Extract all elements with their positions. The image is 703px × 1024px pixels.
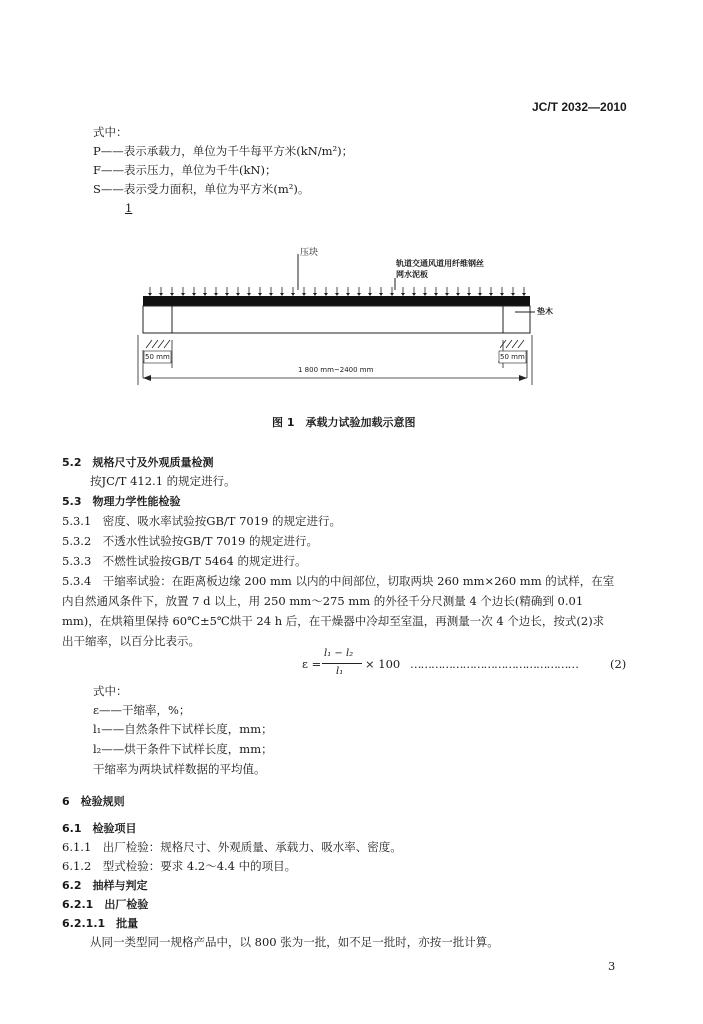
formula1-def-f: F——表示压力，单位为千牛(kN)； (93, 163, 277, 177)
support-hatch-right (500, 340, 524, 348)
load-arrow-head (522, 293, 526, 296)
load-arrow-head (170, 293, 174, 296)
load-arrow-head (500, 293, 504, 296)
load-arrow-head (159, 293, 163, 296)
load-arrow-head (291, 293, 295, 296)
section-5-3-4-line2: 内自然通风条件下，放置 7 d 以上，用 250 mm～275 mm 的外径千分尺测量 4 个边长(精确到 0.01 (62, 594, 584, 608)
formula1-def-p: P——表示承载力，单位为千牛每平方米(kN/m²)； (93, 144, 354, 158)
load-arrow-head (247, 293, 251, 296)
dim-right: 50 mm (500, 353, 525, 361)
section-5-3-4-line1: 5.3.4 干缩率试验：在距离板边缘 200 mm 以内的中间部位，切取两块 260 mm×260 mm 的试样，在室 (62, 574, 615, 588)
load-arrow-head (203, 293, 207, 296)
section-5-3-3: 5.3.3 不燃性试验按GB/T 5464 的规定进行。 (62, 554, 307, 568)
load-arrow-head (423, 293, 427, 296)
load-arrow-head (214, 293, 218, 296)
formula2-leader: ………………………………………… (410, 657, 578, 671)
beam-body (143, 306, 530, 333)
load-arrow-head (467, 293, 471, 296)
figure-caption: 图 1 承载力试验加载示意图 (272, 416, 416, 429)
load-arrow-head (225, 293, 229, 296)
load-arrow-head (192, 293, 196, 296)
load-arrow-head (346, 293, 350, 296)
load-arrow-head (478, 293, 482, 296)
section-6-title: 6 检验规则 (62, 795, 125, 808)
standard-code: JC/T 2032—2010 (532, 100, 627, 114)
section-5-3-2: 5.3.2 不透水性试验按GB/T 7019 的规定进行。 (62, 534, 319, 548)
section-5-3-4-line4: 出干缩率，以百分比表示。 (62, 634, 200, 648)
section-6-2-1-1-text: 从同一类型同一规格产品中，以 800 张为一批，如不足一批时，亦按一批计算。 (90, 935, 499, 949)
load-arrow-head (489, 293, 493, 296)
dim-left: 50 mm (145, 353, 170, 361)
load-arrow-head (445, 293, 449, 296)
load-arrow-head (390, 293, 394, 296)
section-5-2-title: 5.2 规格尺寸及外观质量检测 (62, 456, 214, 469)
section-6-1-2: 6.1.2 型式检验：要求 4.2～4.4 中的项目。 (62, 859, 297, 873)
label-panel-line1: 轨道交通风道用纤维钢丝 (396, 259, 484, 268)
load-arrow-head (324, 293, 328, 296)
load-arrow-head (412, 293, 416, 296)
support-hatch-left (146, 340, 170, 348)
label-pad: 垫木 (537, 307, 553, 316)
load-arrow-head (335, 293, 339, 296)
formula2-where: 式中： (93, 684, 128, 698)
stray-mark: 1 (125, 201, 133, 215)
section-5-2-text: 按JC/T 412.1 的规定进行。 (90, 474, 236, 488)
formula2-numerator: l₁ − l₂ (324, 648, 354, 659)
load-arrow-head (148, 293, 152, 296)
formula2-def-epsilon: ε——干缩率，%； (93, 703, 191, 717)
load-arrow-head (258, 293, 262, 296)
load-arrow-head (456, 293, 460, 296)
load-arrow-head (511, 293, 515, 296)
load-arrow-head (313, 293, 317, 296)
load-arrow-head (269, 293, 273, 296)
label-press-block: 压块 (300, 248, 319, 258)
load-arrow-head (379, 293, 383, 296)
formula2-times: × 100 (365, 657, 401, 671)
section-6-2-1-1: 6.2.1.1 批量 (62, 917, 139, 930)
formula2-note: 干缩率为两块试样数据的平均值。 (93, 762, 266, 776)
section-6-1-1: 6.1.1 出厂检验：规格尺寸、外观质量、承载力、吸水率、密度。 (62, 840, 402, 854)
section-6-2: 6.2 抽样与判定 (62, 879, 148, 892)
label-panel-line2: 网水泥板 (396, 270, 428, 279)
section-5-3-1: 5.3.1 密度、吸水率试验按GB/T 7019 的规定进行。 (62, 514, 342, 528)
section-5-3-4-line3: mm)，在烘箱里保持 60℃±5℃烘干 24 h 后，在干燥器中冷却至室温，再测量一次 4 个边长，按式(2)求 (62, 614, 605, 628)
load-arrow-head (236, 293, 240, 296)
section-5-3-title: 5.3 物理力学性能检验 (62, 495, 181, 508)
load-arrow-head (357, 293, 361, 296)
load-arrow-head (302, 293, 306, 296)
formula1-where: 式中： (93, 125, 128, 139)
dim-span: 1 800 mm~2400 mm (298, 366, 374, 374)
formula2-lhs: ε = (302, 657, 322, 671)
section-6-2-1: 6.2.1 出厂检验 (62, 898, 149, 911)
load-arrows (148, 287, 526, 296)
load-arrow-head (181, 293, 185, 296)
formula2-number: (2) (610, 657, 627, 671)
formula2-def-l1: l₁——自然条件下试样长度，mm； (93, 722, 273, 736)
load-arrow-head (368, 293, 372, 296)
section-6-1: 6.1 检验项目 (62, 822, 137, 835)
formula2-fraction-bar (322, 663, 362, 664)
load-arrow-head (434, 293, 438, 296)
load-arrow-head (401, 293, 405, 296)
load-arrow-head (280, 293, 284, 296)
formula2-def-l2: l₂——烘干条件下试样长度，mm； (93, 742, 273, 756)
formula1-def-s: S——表示受力面积，单位为平方米(m²)。 (93, 182, 310, 196)
page-number: 3 (608, 959, 616, 973)
formula2-denominator: l₁ (336, 666, 344, 677)
panel-plate (143, 296, 530, 306)
